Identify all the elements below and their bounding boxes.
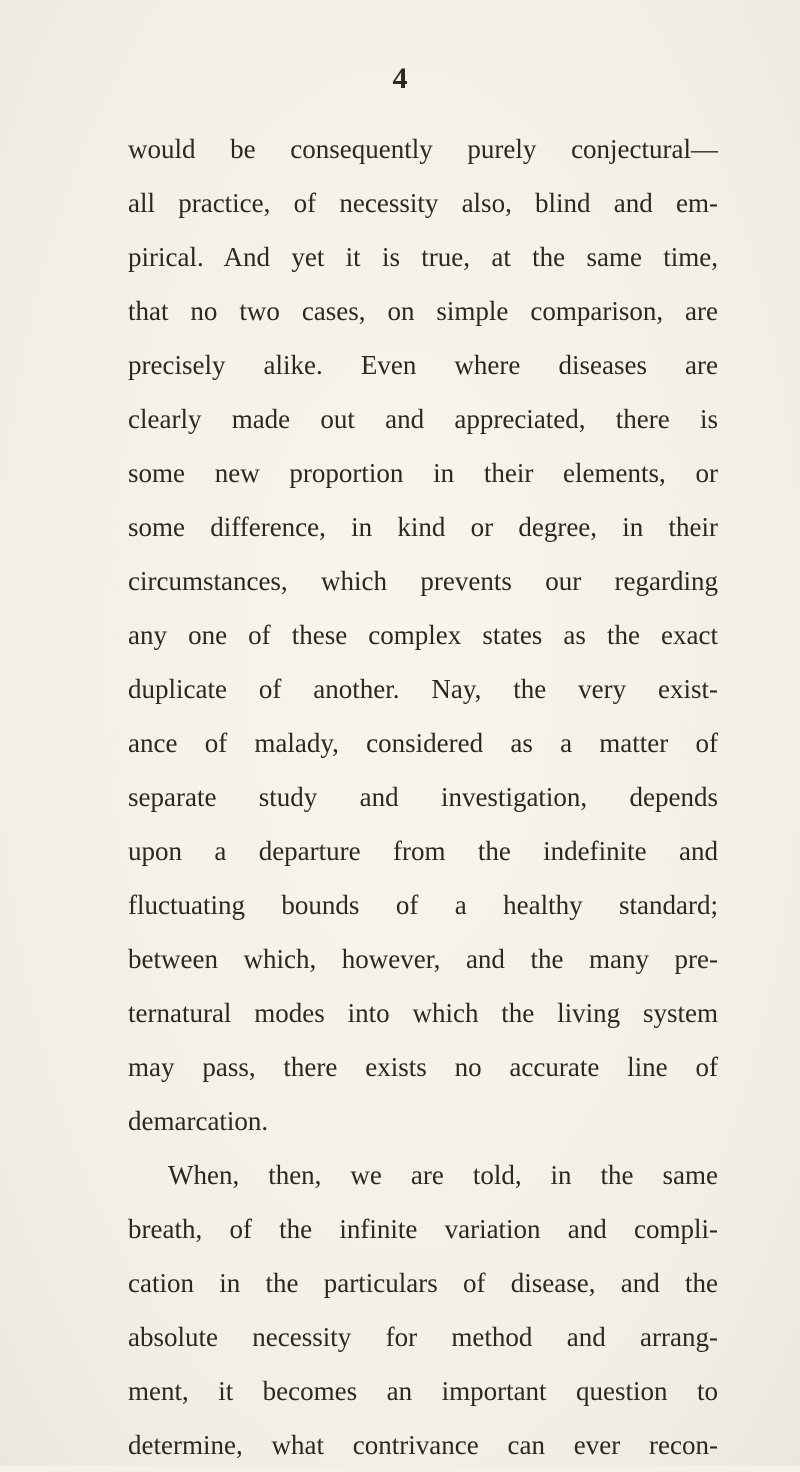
- text-line: fluctuating bounds of a healthy standard;: [128, 890, 718, 920]
- text-line: separate study and investigation, depends: [128, 782, 718, 812]
- text-line: ment, it becomes an important question to: [128, 1376, 718, 1406]
- paragraph-end-line: demarcation.: [128, 1106, 269, 1136]
- text-line: that no two cases, on simple comparison, are: [128, 296, 718, 326]
- text-line: circumstances, which prevents our regarding: [128, 566, 718, 596]
- text-line: any one of these complex states as the exact: [128, 620, 718, 650]
- body-text: [128, 122, 718, 1472]
- text-line: between which, however, and the many pre-: [128, 944, 718, 974]
- text-line: all practice, of necessity also, blind and em-: [128, 188, 718, 218]
- text-line: some new proportion in their elements, or: [128, 458, 718, 488]
- text-line: breath, of the infinite variation and compli-: [128, 1214, 718, 1244]
- text-line: absolute necessity for method and arrang-: [128, 1322, 718, 1352]
- text-line: duplicate of another. Nay, the very exist-: [128, 674, 718, 704]
- text-line: ance of malady, considered as a matter of: [128, 728, 718, 758]
- text-line: ternatural modes into which the living system: [128, 998, 718, 1028]
- text-line: would be consequently purely conjectural—: [128, 134, 718, 164]
- text-line: cation in the particulars of disease, and the: [128, 1268, 718, 1298]
- text-line: upon a departure from the indefinite and: [128, 836, 718, 866]
- text-line: some difference, in kind or degree, in their: [128, 512, 718, 542]
- text-line: pirical. And yet it is true, at the same time,: [128, 242, 718, 272]
- text-line: precisely alike. Even where diseases are: [128, 350, 718, 380]
- paragraph-start-line: When, then, we are told, in the same: [168, 1160, 718, 1190]
- text-line: may pass, there exists no accurate line of: [128, 1052, 718, 1082]
- text-line: determine, what contrivance can ever recon-: [128, 1430, 718, 1460]
- page-number: 4: [392, 62, 408, 95]
- text-line: clearly made out and appreciated, there is: [128, 404, 718, 434]
